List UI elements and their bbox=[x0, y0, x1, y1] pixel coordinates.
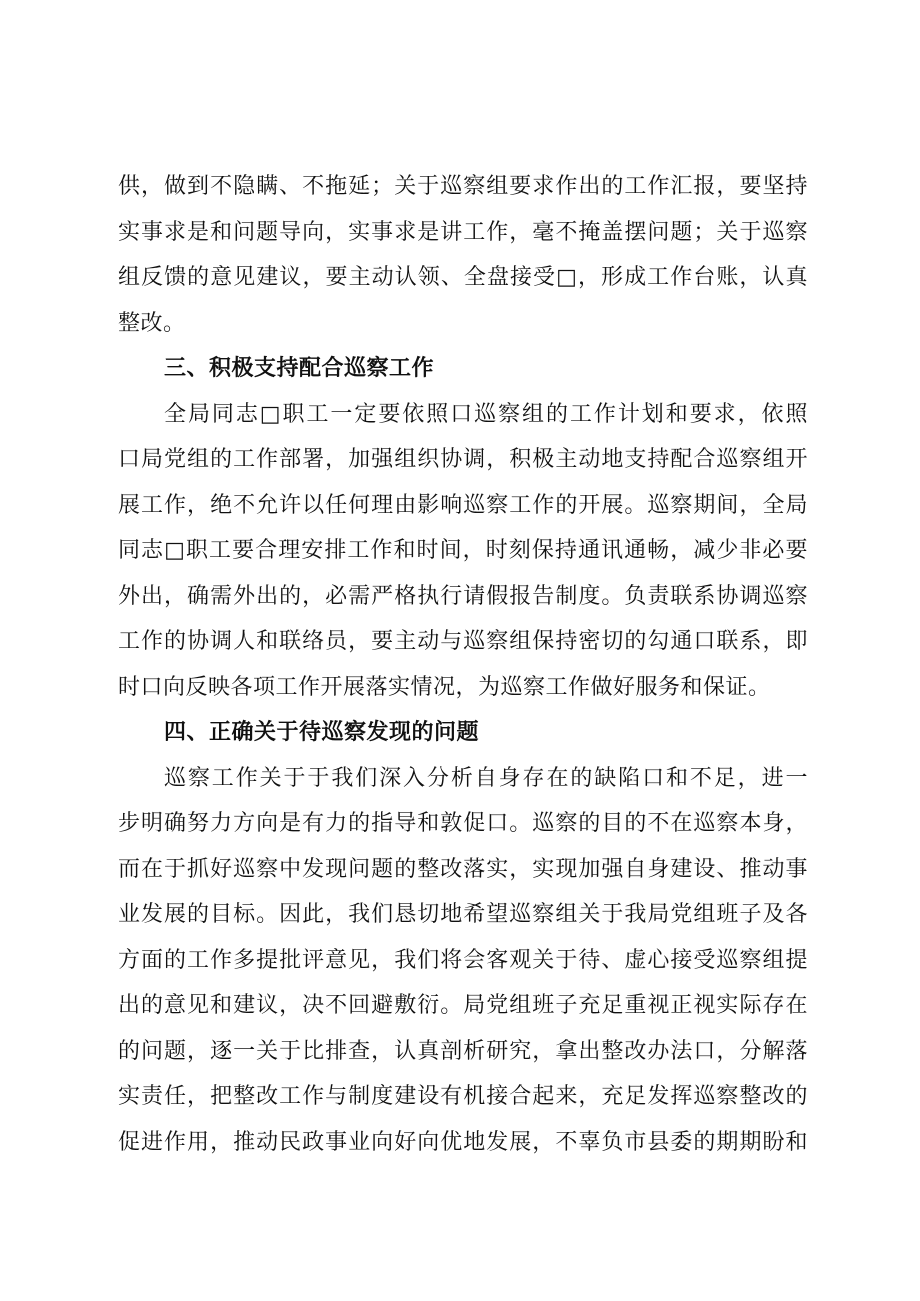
section-heading-4: 四、正确关于待巡察发现的问题 bbox=[164, 720, 480, 745]
paragraph-line: 组反馈的意见建议，要主动认领、全盘接受□，形成工作台账，认真 bbox=[118, 265, 808, 290]
paragraph-line: 展工作，绝不允许以任何理由影响巡察工作的开展。巡察期间，全局 bbox=[118, 492, 808, 518]
section-heading-3: 三、积极支持配合巡察工作 bbox=[164, 356, 435, 381]
paragraph-line: 的问题，逐一关于比排查，认真剖析研究，拿出整改办法口，分解落 bbox=[118, 1038, 808, 1064]
paragraph-line: 方面的工作多提批评意见，我们将会客观关于待、虚心接受巡察组提 bbox=[118, 947, 808, 973]
paragraph-line: 时口向反映各项工作开展落实情况，为巡察工作做好服务和保证。 bbox=[118, 674, 771, 700]
paragraph-line: 巡察工作关于于我们深入分析自身存在的缺陷口和不足，进一 bbox=[164, 765, 808, 791]
paragraph-line: 工作的协调人和联络员，要主动与巡察组保持密切的勾通口联系，即 bbox=[118, 629, 808, 654]
paragraph-line: 整改。 bbox=[118, 310, 186, 336]
paragraph-line: 同志□职工要合理安排工作和时间，时刻保持通讯通畅，减少非必要 bbox=[118, 538, 808, 563]
paragraph-line: 实责任，把整改工作与制度建设有机接合起来，充足发挥巡察整改的 bbox=[118, 1084, 808, 1109]
paragraph-line: 供，做到不隐瞒、不拖延；关于巡察组要求作出的工作汇报，要坚持 bbox=[118, 174, 808, 199]
paragraph-line: 口局党组的工作部署，加强组织协调，积极主动地支持配合巡察组开 bbox=[118, 447, 808, 472]
paragraph-line: 外出，确需外出的，必需严格执行请假报告制度。负责联系协调巡察 bbox=[118, 583, 808, 609]
paragraph-line: 出的意见和建议，决不回避敷衍。局党组班子充足重视正视实际存在 bbox=[118, 993, 808, 1018]
paragraph-line: 实事求是和问题导向，实事求是讲工作，毫不掩盖摆问题；关于巡察 bbox=[118, 219, 808, 245]
document-body bbox=[118, 164, 808, 1165]
paragraph-line: 步明确努力方向是有力的指导和敦促口。巡察的目的不在巡察本身， bbox=[118, 811, 808, 836]
paragraph-line: 而在于抓好巡察中发现问题的整改落实，实现加强自身建设、推动事 bbox=[118, 856, 808, 882]
paragraph-line: 业发展的目标。因此，我们恳切地希望巡察组关于我局党组班子及各 bbox=[118, 902, 808, 927]
paragraph-line: 促进作用，推动民政事业向好向优地发展，不辜负市县委的期期盼和 bbox=[118, 1129, 808, 1155]
paragraph-line: 全局同志□职工一定要依照口巡察组的工作计划和要求，依照 bbox=[164, 401, 808, 427]
